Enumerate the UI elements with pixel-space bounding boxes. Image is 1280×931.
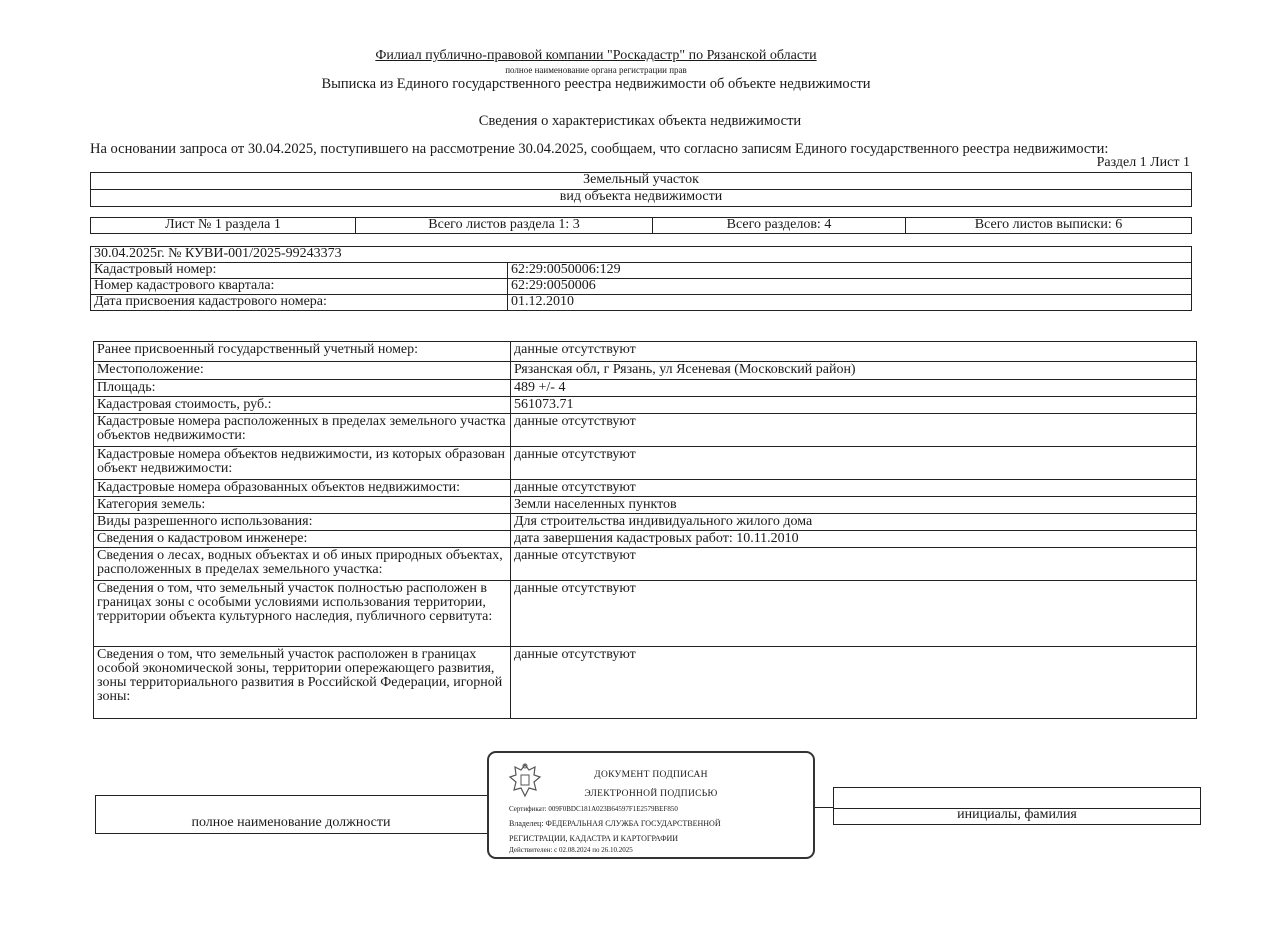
detail-label: Ранее присвоенный государственный учетный номер: bbox=[94, 342, 511, 362]
table-row bbox=[94, 514, 1197, 531]
detail-value: 489 +/- 4 bbox=[511, 380, 1197, 397]
record-table bbox=[90, 246, 1192, 311]
name-caption: инициалы, фамилия bbox=[833, 807, 1201, 825]
detail-value: Рязанская обл, г Рязань, ул Ясеневая (Московский район) bbox=[511, 362, 1197, 380]
stamp-owner: Владелец: ФЕДЕРАЛЬНАЯ СЛУЖБА ГОСУДАРСТВЕННОЙ bbox=[509, 819, 721, 828]
table-row bbox=[94, 581, 1197, 647]
detail-label: Кадастровые номера расположенных в пределах земельного участка объектов недвижимости: bbox=[94, 414, 511, 447]
detail-value: дата завершения кадастровых работ: 10.11.2010 bbox=[511, 531, 1197, 548]
table-row bbox=[94, 380, 1197, 397]
table-row bbox=[94, 480, 1197, 497]
electronic-signature-stamp bbox=[487, 751, 815, 859]
record-value: 62:29:0050006 bbox=[508, 279, 1192, 295]
table-row bbox=[94, 497, 1197, 514]
object-type-table bbox=[90, 172, 1192, 207]
table-row bbox=[94, 414, 1197, 447]
detail-label: Виды разрешенного использования: bbox=[94, 514, 511, 531]
detail-label: Местоположение: bbox=[94, 362, 511, 380]
detail-label: Сведения о кадастровом инженере: bbox=[94, 531, 511, 548]
record-value: 01.12.2010 bbox=[508, 295, 1192, 311]
record-label: Дата присвоения кадастрового номера: bbox=[91, 295, 508, 311]
stamp-validity: Действителен: с 02.08.2024 по 26.10.2025 bbox=[509, 846, 633, 854]
table-row bbox=[94, 397, 1197, 414]
name-field bbox=[833, 787, 1201, 809]
sheets-in-section: Всего листов раздела 1: 3 bbox=[356, 218, 653, 234]
detail-value: данные отсутствуют bbox=[511, 647, 1197, 719]
sheet-info-table bbox=[90, 217, 1192, 234]
record-value: 62:29:0050006:129 bbox=[508, 263, 1192, 279]
detail-label: Площадь: bbox=[94, 380, 511, 397]
sheets-total: Всего листов выписки: 6 bbox=[906, 218, 1192, 234]
table-row bbox=[94, 362, 1197, 380]
table-row bbox=[94, 447, 1197, 480]
detail-value: данные отсутствуют bbox=[511, 447, 1197, 480]
table-row bbox=[91, 263, 1192, 279]
stamp-subtitle: ЭЛЕКТРОННОЙ ПОДПИСЬЮ bbox=[584, 789, 718, 799]
request-basis: На основании запроса от 30.04.2025, поступившего на рассмотрение 30.04.2025, сообщаем, что согласно записям Единого государственного реестра недвижимости: bbox=[90, 141, 1109, 157]
section-reference: Раздел 1 Лист 1 bbox=[1096, 155, 1190, 170]
record-number: 30.04.2025г. № КУВИ-001/2025-99243373 bbox=[91, 247, 1192, 263]
document-subtitle: Сведения о характеристиках объекта недвижимости bbox=[478, 113, 802, 129]
stamp-certificate: Сертификат: 009F0BDC181A023B64597F1E2579BEF850 bbox=[509, 805, 678, 813]
organization-caption: полное наименование органа регистрации прав bbox=[505, 65, 687, 75]
sections-total: Всего разделов: 4 bbox=[653, 218, 906, 234]
detail-label: Кадастровая стоимость, руб.: bbox=[94, 397, 511, 414]
detail-label: Кадастровые номера объектов недвижимости, из которых образован объект недвижимости: bbox=[94, 447, 511, 480]
detail-label: Сведения о том, что земельный участок полностью расположен в границах зоны с особыми условиями использования территории, территории объекта культурного наследия, публичного сервитута: bbox=[94, 581, 511, 647]
sheet-number: Лист № 1 раздела 1 bbox=[91, 218, 356, 234]
detail-label: Сведения о лесах, водных объектах и об иных природных объектах, расположенных в пределах земельного участка: bbox=[94, 548, 511, 581]
detail-label: Кадастровые номера образованных объектов недвижимости: bbox=[94, 480, 511, 497]
detail-value: 561073.71 bbox=[511, 397, 1197, 414]
object-type-caption: вид объекта недвижимости bbox=[91, 190, 1192, 207]
extract-title: Выписка из Единого государственного реестра недвижимости об объекте недвижимости bbox=[321, 76, 871, 92]
organization-name: Филиал публично-правовой компании "Роскадастр" по Рязанской области bbox=[375, 48, 817, 63]
detail-value: данные отсутствуют bbox=[511, 480, 1197, 497]
table-row bbox=[94, 531, 1197, 548]
detail-value: Земли населенных пунктов bbox=[511, 497, 1197, 514]
position-caption: полное наименование должности bbox=[95, 815, 487, 834]
object-type: Земельный участок bbox=[91, 173, 1192, 190]
table-row bbox=[94, 342, 1197, 362]
detail-value: данные отсутствуют bbox=[511, 581, 1197, 647]
detail-value: Для строительства индивидуального жилого дома bbox=[511, 514, 1197, 531]
table-row bbox=[91, 279, 1192, 295]
detail-value: данные отсутствуют bbox=[511, 342, 1197, 362]
record-label: Кадастровый номер: bbox=[91, 263, 508, 279]
record-label: Номер кадастрового квартала: bbox=[91, 279, 508, 295]
detail-value: данные отсутствуют bbox=[511, 414, 1197, 447]
table-row bbox=[94, 647, 1197, 719]
stamp-owner-continued: РЕГИСТРАЦИИ, КАДАСТРА И КАРТОГРАФИИ bbox=[509, 834, 679, 843]
details-table bbox=[93, 341, 1197, 719]
stamp-title: ДОКУМЕНТ ПОДПИСАН bbox=[594, 770, 708, 780]
detail-label: Сведения о том, что земельный участок расположен в границах особой экономической зоны, территории опережающего развития, зоны территориального развития в Российской Федерации, игорной зоны: bbox=[94, 647, 511, 719]
detail-label: Категория земель: bbox=[94, 497, 511, 514]
table-row bbox=[91, 295, 1192, 311]
detail-value: данные отсутствуют bbox=[511, 548, 1197, 581]
table-row bbox=[94, 548, 1197, 581]
